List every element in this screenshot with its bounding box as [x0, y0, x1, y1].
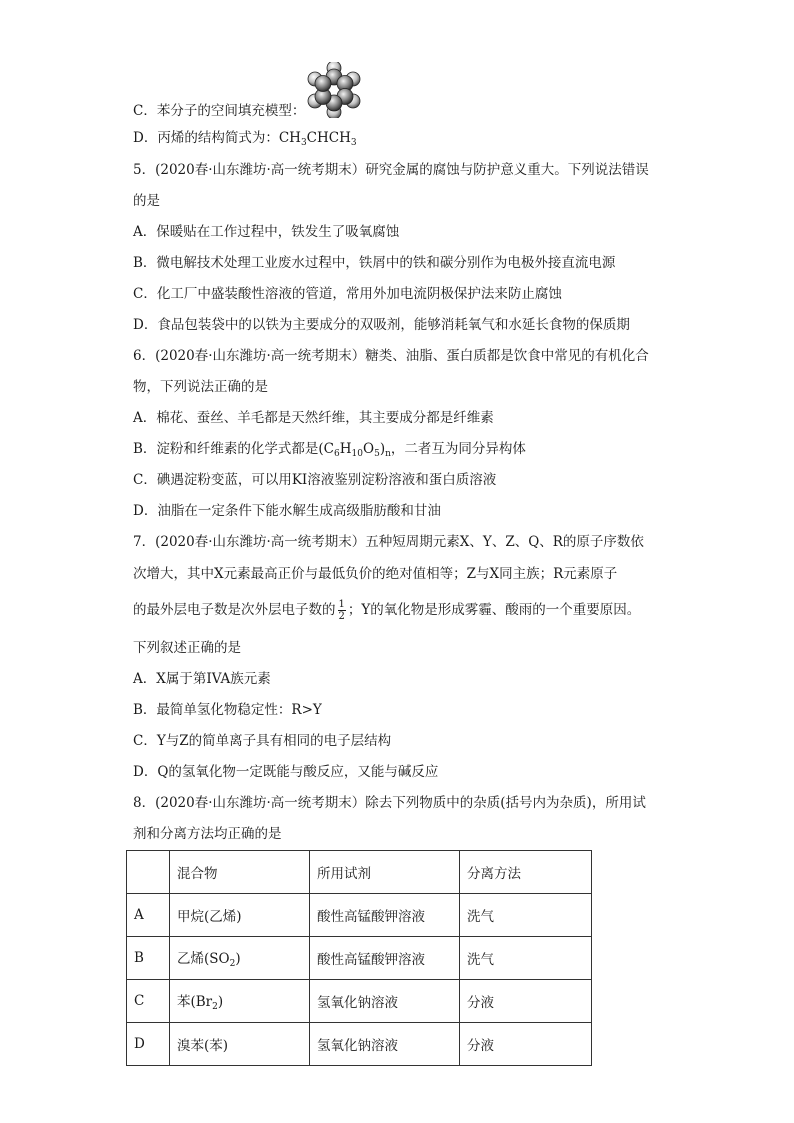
table-row — [127, 937, 592, 980]
method-cell: 洗气 — [460, 937, 592, 980]
mixture-cell: 乙烯$(SO_2)$ — [170, 937, 310, 980]
row-label: C — [127, 980, 170, 1023]
reagent-cell: 氢氧化钠溶液 — [310, 980, 460, 1023]
table-header-cell: 所用试剂 — [310, 851, 460, 894]
method-cell: 分液 — [460, 1023, 592, 1066]
table-header-row — [127, 851, 592, 894]
mixture-cell: 甲烷(乙烯) — [170, 894, 310, 937]
table-header-cell: 混合物 — [170, 851, 310, 894]
q7-stem-line-1: 7．(2020春·山东潍坊·高一统考期末）五种短周期元素X、Y、Z、Q、R的原子序数依 — [133, 534, 644, 550]
q5-stem-line-2: 的是 — [133, 193, 160, 209]
q5-option-d: D．食品包装袋中的以铁为主要成分的双吸剂，能够消耗氧气和水延长食物的保质期 — [133, 317, 630, 333]
q7-stem-line-2: 次增大，其中X元素最高正价与最低负价的绝对值相等；Z与X同主族；R元素原子 — [133, 566, 618, 582]
table-row — [127, 980, 592, 1023]
q4-option-d: D．丙烯的结构简式为：$CH_3CHCH_3$ — [133, 130, 357, 148]
q7-option-a: A．X属于第IVA族元素 — [133, 671, 271, 687]
row-label: B — [127, 937, 170, 980]
fraction-one-half: $\frac{1}{2}$ — [338, 599, 345, 622]
benzene-model-icon — [306, 62, 362, 118]
q8-stem-line-2: 剂和分离方法均正确的是 — [133, 826, 282, 842]
reagent-cell: 酸性高锰酸钾溶液 — [310, 937, 460, 980]
separation-table — [126, 850, 592, 1066]
q7-stem-line-3: 的最外层电子数是次外层电子数的 $\frac{1}{2}$ ；Y的氧化物是形成雾霾、酸雨的一个重要原因。 — [133, 599, 641, 622]
q5-option-a: A．保暖贴在工作过程中，铁发生了吸氧腐蚀 — [133, 224, 400, 240]
table-row — [127, 1023, 592, 1066]
method-cell: 分液 — [460, 980, 592, 1023]
q7-option-d: D．Q的氢氧化物一定既能与酸反应，又能与碱反应 — [133, 764, 439, 780]
q6-option-a: A．棉花、蚕丝、羊毛都是天然纤维，其主要成分都是纤维素 — [133, 410, 494, 426]
reagent-cell: 氢氧化钠溶液 — [310, 1023, 460, 1066]
q5-stem-line-1: 5．(2020春·山东潍坊·高一统考期末）研究金属的腐蚀与防护意义重大。下列说法错误 — [133, 162, 649, 178]
row-label: D — [127, 1023, 170, 1066]
q7-option-b: B．最简单氢化物稳定性：R>Y — [133, 702, 322, 718]
q8-stem-line-1: 8．(2020春·山东潍坊·高一统考期末）除去下列物质中的杂质(括号内为杂质)，所用试 — [133, 795, 646, 811]
mixture-cell: 溴苯(苯) — [170, 1023, 310, 1066]
table-header-cell — [127, 851, 170, 894]
q6-stem-line-1: 6．(2020春·山东潍坊·高一统考期末）糖类、油脂、蛋白质都是饮食中常见的有机化合 — [133, 348, 649, 364]
q7-option-c: C．Y与Z的简单离子具有相同的电子层结构 — [133, 733, 392, 749]
method-cell: 洗气 — [460, 894, 592, 937]
q6-option-d: D．油脂在一定条件下能水解生成高级脂肪酸和甘油 — [133, 503, 441, 519]
row-label: A — [127, 894, 170, 937]
mixture-cell: 苯$(Br_2)$ — [170, 980, 310, 1023]
q6-stem-line-2: 物，下列说法正确的是 — [133, 379, 268, 395]
q6-option-c: C．碘遇淀粉变蓝，可以用KI溶液鉴别淀粉溶液和蛋白质溶液 — [133, 472, 497, 488]
q6-option-b: B．淀粉和纤维素的化学式都是$(C_6H_{10}O_5)_n$，二者互为同分异构体 — [133, 441, 526, 459]
q5-option-b: B．微电解技术处理工业废水过程中，铁屑中的铁和碳分别作为电极外接直流电源 — [133, 255, 616, 271]
q5-option-c: C．化工厂中盛装酸性溶液的管道，常用外加电流阴极保护法来防止腐蚀 — [133, 286, 562, 302]
table-header-cell: 分离方法 — [460, 851, 592, 894]
q4-option-c: C．苯分子的空间填充模型： — [133, 103, 306, 119]
table-row — [127, 894, 592, 937]
q7-stem-line-4: 下列叙述正确的是 — [133, 640, 241, 656]
reagent-cell: 酸性高锰酸钾溶液 — [310, 894, 460, 937]
